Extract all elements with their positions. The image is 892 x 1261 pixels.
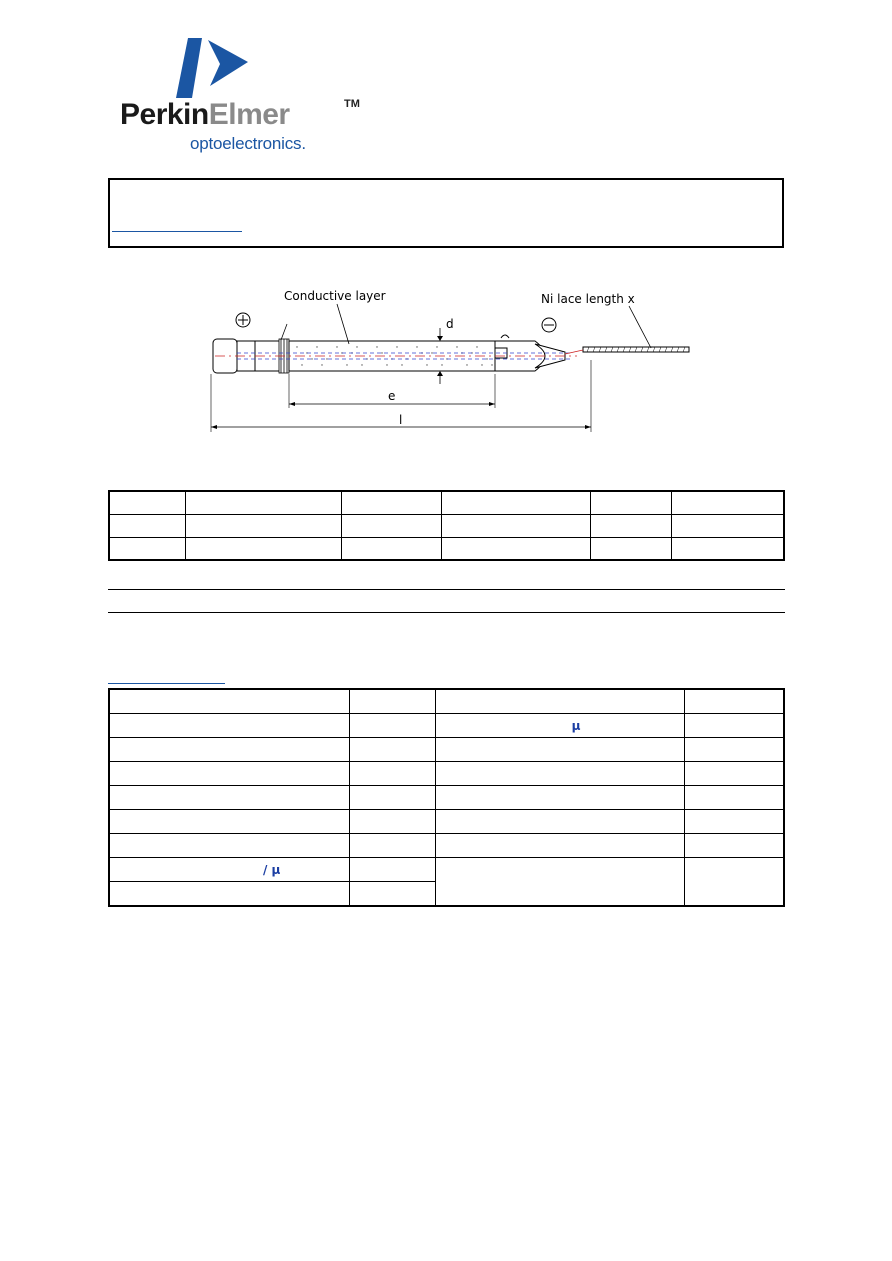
logo-mark-icon — [170, 34, 320, 104]
table-row — [109, 537, 784, 560]
dim-l-label: l — [399, 413, 403, 427]
table-cell — [435, 810, 684, 834]
table-cell — [435, 689, 684, 714]
logo-trademark: TM — [344, 98, 360, 110]
table-cell — [591, 491, 672, 514]
table-cell — [186, 491, 342, 514]
table-cell — [350, 858, 436, 882]
table-cell — [435, 834, 684, 858]
table-cell — [591, 514, 672, 537]
table-row — [109, 714, 784, 738]
table-row — [109, 689, 784, 714]
table-cell — [685, 689, 784, 714]
table-cell — [109, 689, 350, 714]
table-cell — [350, 762, 436, 786]
table-row — [109, 834, 784, 858]
mu-symbol-right: μ — [571, 718, 581, 733]
dim-e-label: e — [388, 389, 396, 403]
section-link-underline[interactable] — [108, 683, 225, 684]
table-cell — [591, 537, 672, 560]
anode-plus-icon — [236, 313, 250, 327]
table-cell — [109, 491, 186, 514]
table-cell — [186, 537, 342, 560]
table-cell — [685, 810, 784, 834]
table-cell — [341, 491, 442, 514]
table-row — [109, 514, 784, 537]
table-cell — [109, 514, 186, 537]
table-cell — [350, 738, 436, 762]
table-cell — [109, 786, 350, 810]
specifications-table — [108, 688, 785, 907]
dimensions-table — [108, 490, 785, 561]
conductive-layer-label: Conductive layer — [284, 289, 386, 303]
table-cell — [435, 714, 684, 738]
table-row — [109, 810, 784, 834]
table-row — [109, 762, 784, 786]
table-row — [109, 786, 784, 810]
table-cell — [435, 786, 684, 810]
divider — [108, 612, 785, 613]
flashlamp-drawing — [205, 284, 695, 434]
table-cell — [671, 491, 784, 514]
logo-elmer: Elmer — [208, 98, 290, 131]
table-cell — [109, 858, 350, 882]
table-row — [109, 858, 784, 882]
table-cell — [671, 514, 784, 537]
table-cell — [442, 537, 591, 560]
table-cell — [109, 738, 350, 762]
header-box — [108, 178, 784, 248]
divider — [108, 589, 785, 590]
table-cell — [435, 738, 684, 762]
table-cell — [435, 858, 684, 907]
table-row — [109, 491, 784, 514]
table-cell — [350, 810, 436, 834]
table-cell — [685, 762, 784, 786]
table-cell — [350, 786, 436, 810]
table-cell — [186, 514, 342, 537]
logo-subtitle: optoelectronics. — [190, 134, 306, 153]
table-cell — [109, 810, 350, 834]
ni-lace-label: Ni lace length x — [541, 292, 635, 306]
table-cell — [109, 537, 186, 560]
table-cell — [341, 514, 442, 537]
table-cell — [341, 537, 442, 560]
logo-perkin: Perkin — [120, 98, 209, 131]
table-cell — [671, 537, 784, 560]
table-cell — [350, 882, 436, 907]
logo-wordmark — [120, 100, 290, 130]
mu-symbol-left: / μ — [263, 862, 281, 877]
table-cell — [685, 858, 784, 907]
table-cell — [442, 514, 591, 537]
header-link-underline[interactable] — [112, 230, 242, 232]
table-cell — [442, 491, 591, 514]
table-cell — [685, 738, 784, 762]
table-cell — [109, 762, 350, 786]
table-cell — [685, 834, 784, 858]
table-cell — [350, 689, 436, 714]
table-cell — [109, 714, 350, 738]
table-cell — [685, 786, 784, 810]
table-cell — [435, 762, 684, 786]
cathode-minus-icon — [542, 318, 556, 332]
dim-d-label: d — [446, 317, 454, 331]
table-cell — [350, 834, 436, 858]
table-cell — [685, 714, 784, 738]
table-cell — [109, 834, 350, 858]
table-cell — [350, 714, 436, 738]
table-cell — [109, 882, 350, 907]
perkinelmer-logo — [110, 34, 370, 154]
table-row — [109, 738, 784, 762]
